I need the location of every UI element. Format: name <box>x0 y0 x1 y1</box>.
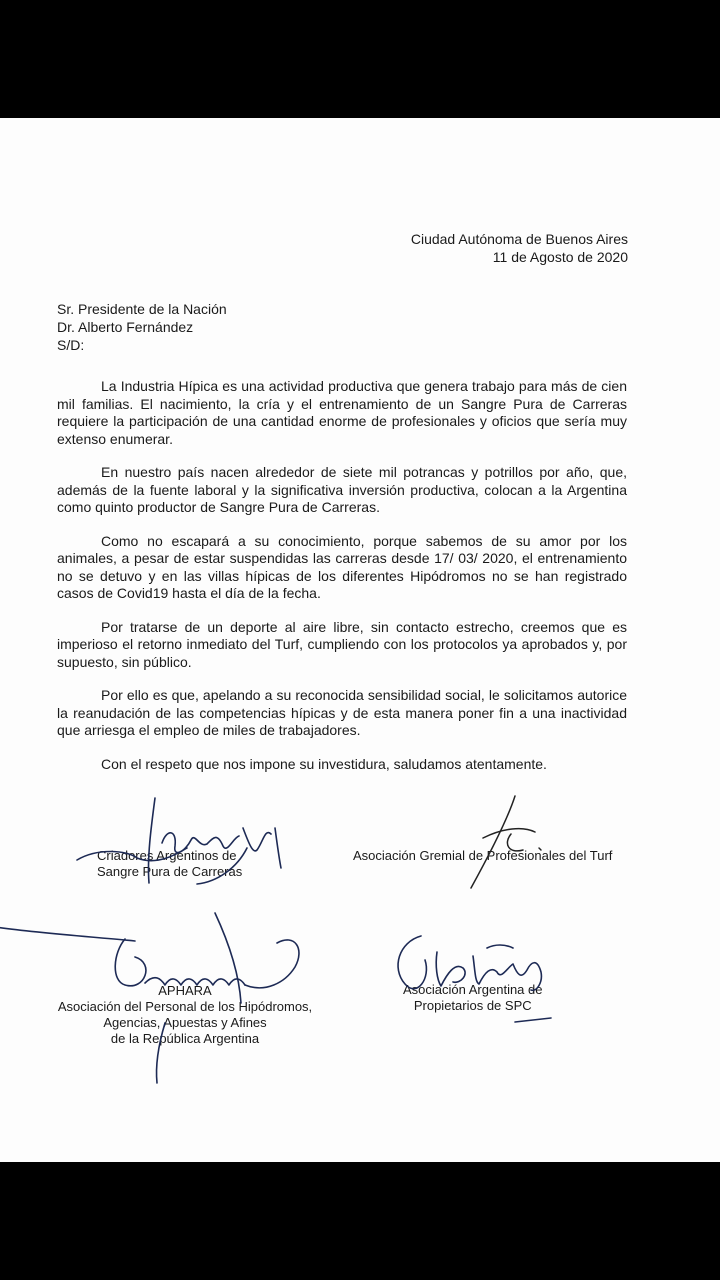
signatory-line: Asociación del Personal de los Hipódromos, <box>57 999 313 1014</box>
signature-gremial <box>453 788 563 898</box>
signatory-propietarios <box>403 982 542 1014</box>
signatory-line: Propietarios de SPC <box>413 998 532 1013</box>
signatory-line: Criadores Argentinos de <box>97 848 237 863</box>
date: 11 de Agosto de 2020 <box>492 249 628 265</box>
signatory-line: de la República Argentina <box>110 1031 260 1046</box>
closing: Con el respeto que nos impone su investidura, saludamos atentamente. <box>101 756 547 772</box>
letter-page <box>0 118 720 1162</box>
signatory-criadores <box>97 848 242 880</box>
place-date <box>411 230 628 266</box>
addressee-line: Dr. Alberto Fernández <box>57 319 194 335</box>
signature-criadores <box>67 788 307 898</box>
place: Ciudad Autónoma de Buenos Aires <box>410 231 628 247</box>
signatory-line: Sangre Pura de Carreras <box>97 864 243 879</box>
letter-body <box>57 378 627 756</box>
signatory-line: APHARA <box>158 983 212 998</box>
paragraph: Por ello es que, apelando a su reconocida sensibilidad social, le solicitamos autorice la reanudación de las competencias hípicas y de esta manera poner fin a una inactividad que arriesga el empleo de miles de trabajadores. <box>57 687 627 738</box>
addressee-line: Sr. Presidente de la Nación <box>57 301 227 317</box>
signatory-line: Asociación Argentina de <box>403 982 543 997</box>
signatory-line: Asociación Gremial de Profesionales del Turf <box>353 848 613 863</box>
signatory-line: Agencias, Apuestas y Afines <box>103 1015 267 1030</box>
signatory-aphara <box>55 983 315 1047</box>
paragraph: Como no escapará a su conocimiento, porque sabemos de su amor por los animales, a pesar de estar suspendidas las carreras desde 17/ 03/ 2020, el entrenamiento no se detuvo y en las villas hípicas de los diferentes Hipódromos no se han registrado casos de Covid19 hasta el día de la fecha. <box>57 532 627 601</box>
signatory-gremial <box>353 848 612 864</box>
addressee-line: S/D: <box>57 337 85 353</box>
paragraph: Por tratarse de un deporte al aire libre, sin contacto estrecho, creemos que es imperioso el retorno inmediato del Turf, cumpliendo con los protocolos ya aprobados y, por supuesto, sin público. <box>57 618 627 670</box>
paragraph: En nuestro país nacen alrededor de siete mil potrancas y potrillos por año, que, además de la fuente laboral y la significativa inversión productiva, colocan a la Argentina como quinto productor de Sangre Pura de Carreras. <box>57 464 627 515</box>
paragraph: La Industria Hípica es una actividad productiva que genera trabajo para más de cien mil familias. El nacimiento, la cría y el entrenamiento de un Sangre Pura de Carreras requiere la participación de una cantidad enorme de profesionales y oficios que sería muy extenso enumerar. <box>57 378 627 447</box>
addressee <box>57 300 227 354</box>
